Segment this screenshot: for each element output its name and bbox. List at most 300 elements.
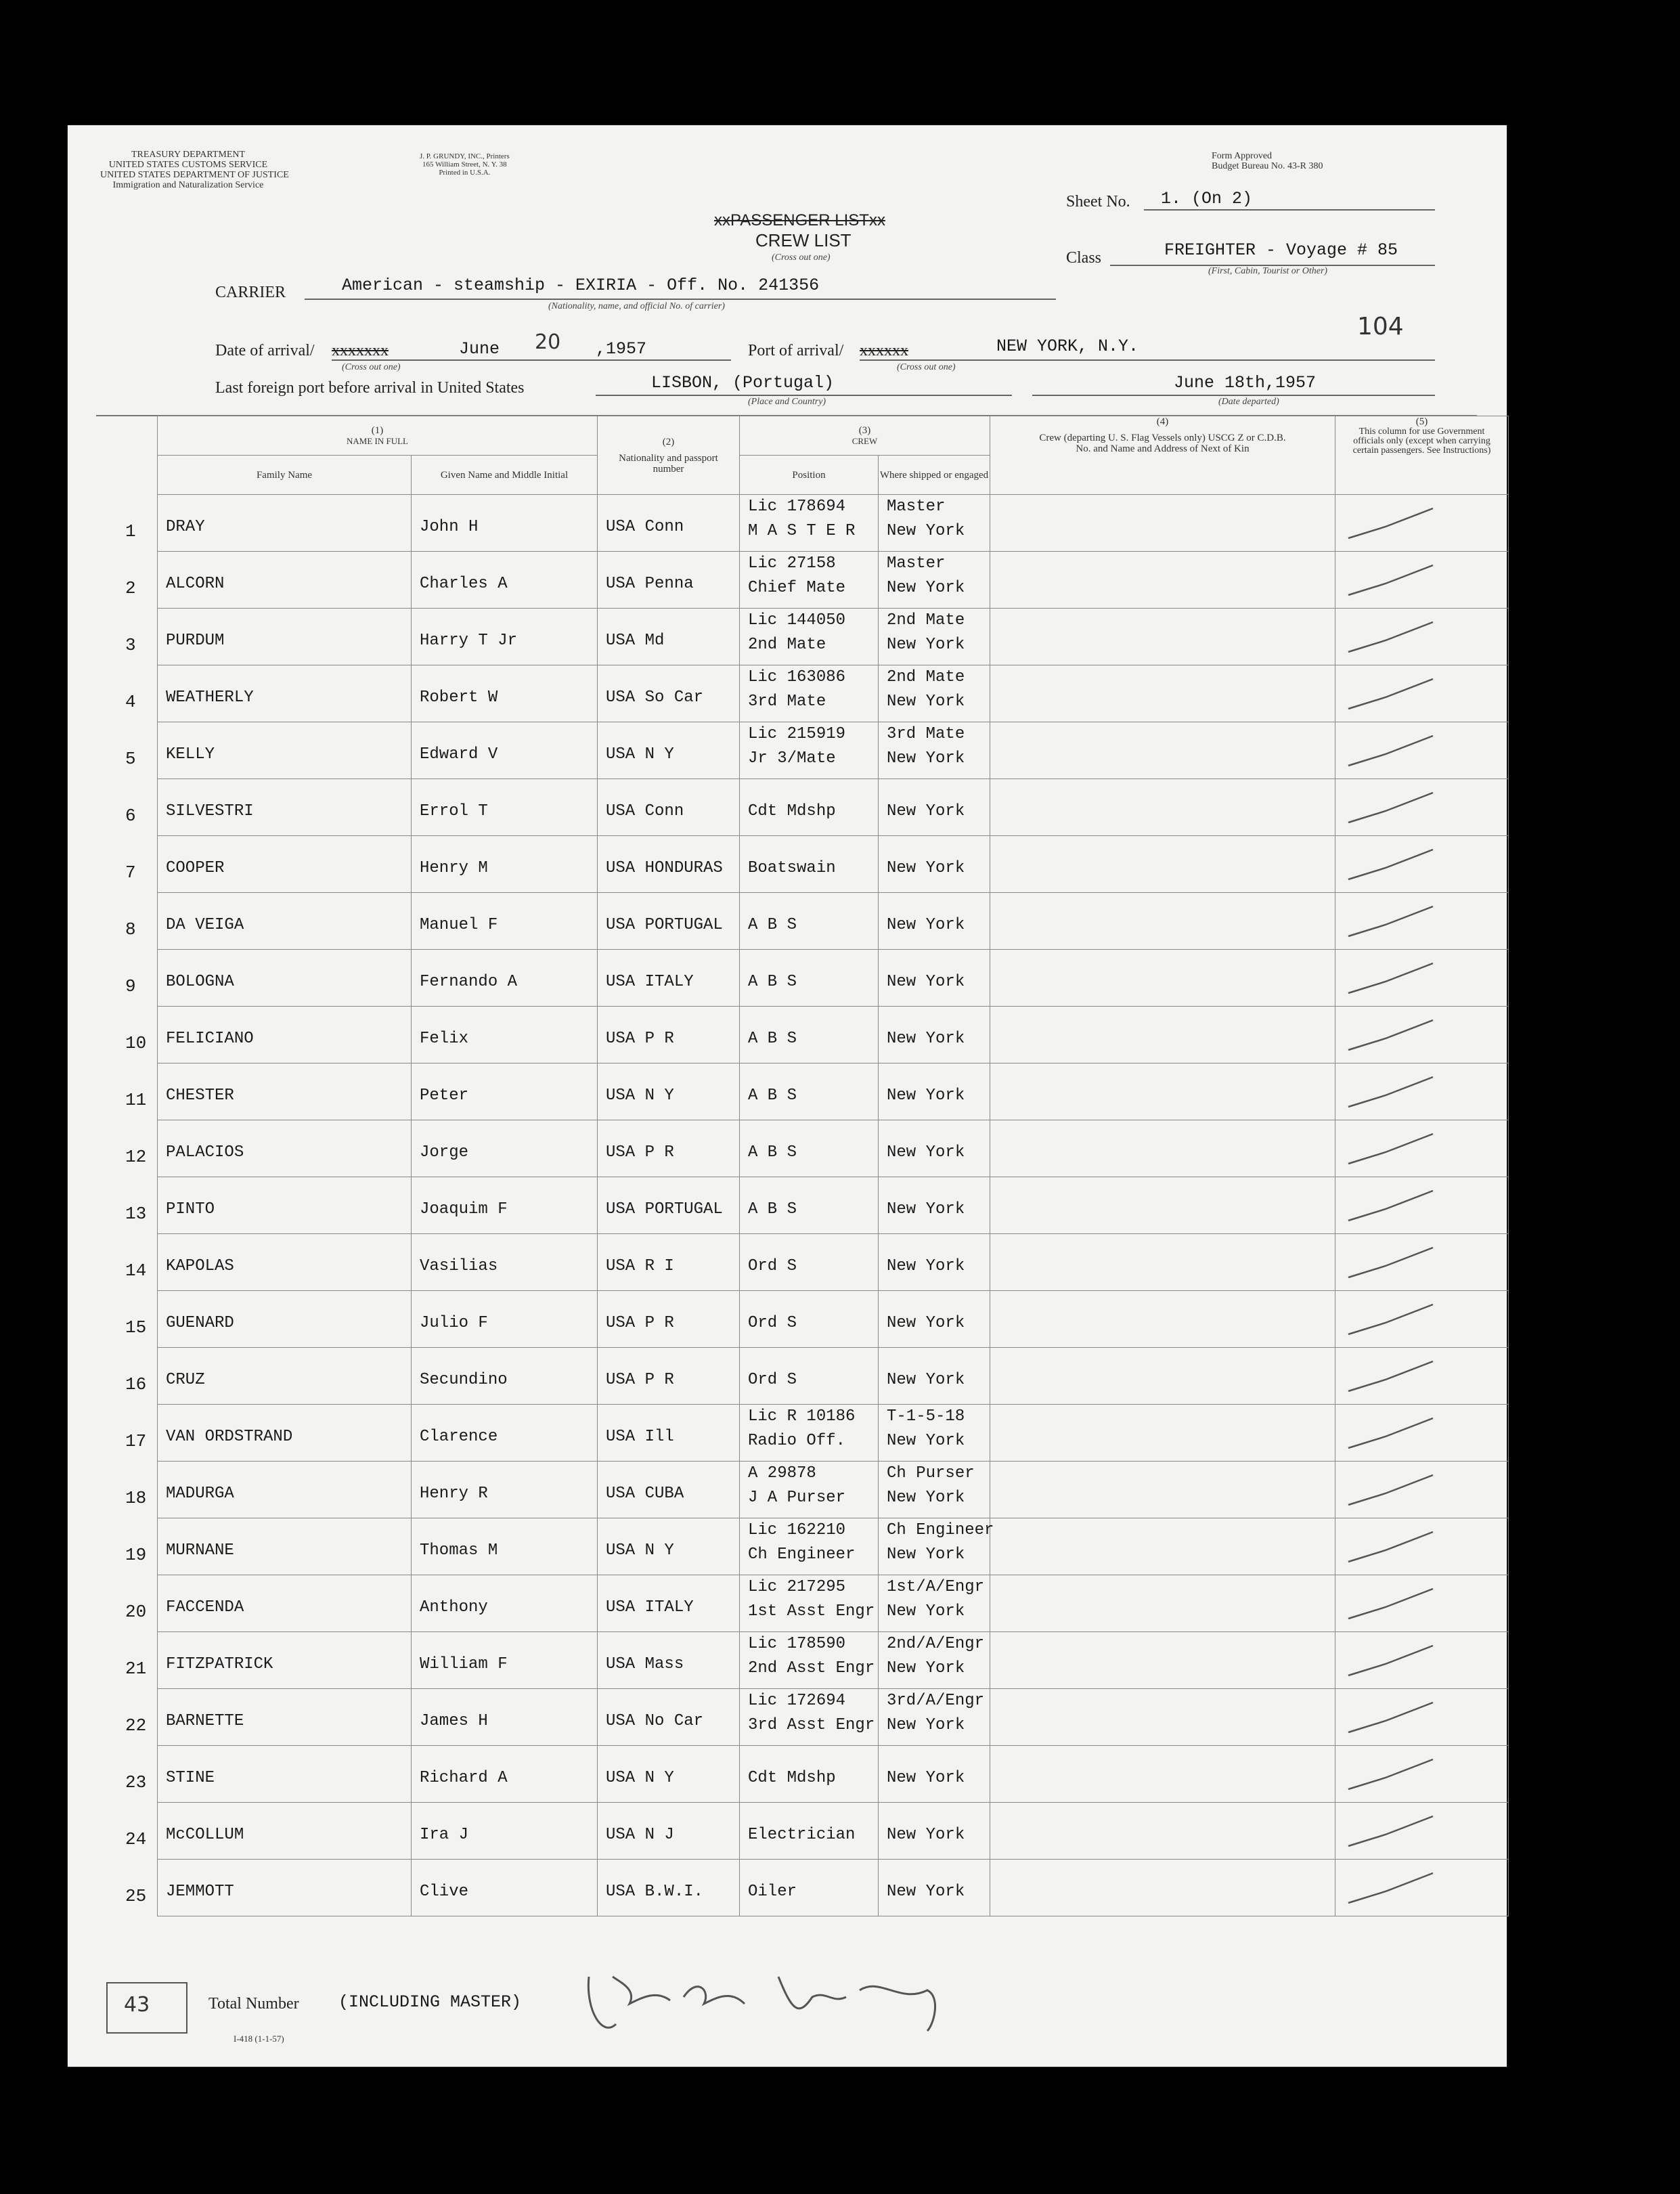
total-label: Total Number bbox=[208, 1995, 299, 2013]
position: Ord S bbox=[748, 1314, 797, 1332]
date-value-year: ,1957 bbox=[596, 339, 647, 359]
row-number: 23 bbox=[125, 1772, 147, 1793]
nationality-cell bbox=[598, 1177, 740, 1234]
position-line2: 2nd Mate bbox=[748, 636, 826, 654]
position-line2: J A Purser bbox=[748, 1489, 846, 1507]
next-of-kin-cell bbox=[990, 1234, 1335, 1291]
family-name-cell bbox=[125, 1689, 412, 1746]
title-note: (Cross out one) bbox=[772, 253, 831, 263]
agency-line: UNITED STATES DEPARTMENT OF JUSTICE bbox=[100, 170, 289, 180]
given-name: James H bbox=[420, 1712, 488, 1730]
page-number: 104 bbox=[1357, 313, 1404, 341]
printer-line: J. P. GRUNDY, INC., Printers bbox=[420, 152, 510, 160]
shipped: New York bbox=[887, 1769, 965, 1787]
table-row bbox=[158, 1518, 1509, 1575]
row-number: 7 bbox=[125, 862, 136, 883]
carrier-note: (Nationality, name, and official No. of carrier) bbox=[548, 301, 725, 311]
carrier-label: CARRIER bbox=[215, 284, 286, 301]
table-row bbox=[158, 722, 1509, 779]
next-of-kin-cell bbox=[990, 779, 1335, 836]
checkmark-icon bbox=[1345, 1470, 1440, 1510]
table-row bbox=[158, 1462, 1509, 1518]
row-number: 1 bbox=[125, 521, 136, 542]
family-name-cell bbox=[125, 1860, 412, 1916]
given-name: Anthony bbox=[420, 1598, 488, 1617]
sheet-value: 1. (On 2) bbox=[1161, 189, 1253, 209]
shipped-cell bbox=[879, 1462, 990, 1518]
shipped-cell bbox=[879, 950, 990, 1007]
position-cell bbox=[740, 1007, 879, 1063]
nationality: USA P R bbox=[606, 1143, 674, 1162]
signature bbox=[575, 1950, 968, 2051]
table-row bbox=[158, 1860, 1509, 1916]
nationality-cell bbox=[598, 1632, 740, 1689]
position-cell bbox=[740, 665, 879, 722]
position: A B S bbox=[748, 973, 797, 991]
table-row bbox=[158, 609, 1509, 665]
next-of-kin-cell bbox=[990, 1405, 1335, 1462]
official-use-cell bbox=[1335, 1860, 1509, 1916]
checkmark-icon bbox=[1345, 1527, 1440, 1567]
shipped-cell bbox=[879, 1120, 990, 1177]
checkmark-icon bbox=[1345, 1697, 1440, 1738]
checkmark-icon bbox=[1345, 1015, 1440, 1055]
position: A B S bbox=[748, 1030, 797, 1048]
checkmark-icon bbox=[1345, 1185, 1440, 1226]
checkmark-icon bbox=[1345, 844, 1440, 885]
shipped-line1: Ch Engineer bbox=[887, 1521, 994, 1539]
family-name-cell bbox=[125, 495, 412, 552]
given-name: Vasilias bbox=[420, 1257, 498, 1275]
position: Oiler bbox=[748, 1883, 797, 1901]
official-use-cell bbox=[1335, 1120, 1509, 1177]
row-number: 4 bbox=[125, 692, 136, 712]
position-cell bbox=[740, 1462, 879, 1518]
given-name-cell bbox=[412, 1063, 598, 1120]
shipped-cell bbox=[879, 1291, 990, 1348]
total-value: (INCLUDING MASTER) bbox=[338, 1992, 522, 2012]
position-cell bbox=[740, 1860, 879, 1916]
date-cross-note: (Cross out one) bbox=[342, 362, 401, 372]
row-number: 17 bbox=[125, 1431, 147, 1451]
nationality: USA Conn bbox=[606, 518, 684, 536]
shipped-cell bbox=[879, 1234, 990, 1291]
nationality-cell bbox=[598, 1803, 740, 1860]
nationality: USA Ill bbox=[606, 1428, 674, 1446]
date-label: Date of arrival/ bbox=[215, 342, 315, 359]
form-approved bbox=[1212, 151, 1323, 171]
family-name: BOLOGNA bbox=[166, 973, 234, 991]
next-of-kin-cell bbox=[990, 1803, 1335, 1860]
shipped-line1: 3rd Mate bbox=[887, 725, 965, 743]
last-port-value: LISBON, (Portugal) bbox=[651, 373, 835, 393]
shipped-line2: New York bbox=[887, 1716, 965, 1734]
shipped-cell bbox=[879, 1632, 990, 1689]
shipped-line1: 1st/A/Engr bbox=[887, 1578, 985, 1596]
checkmark-icon bbox=[1345, 958, 1440, 999]
position-cell bbox=[740, 893, 879, 950]
row-number: 20 bbox=[125, 1602, 147, 1622]
total-box bbox=[106, 1982, 187, 2034]
official-use-cell bbox=[1335, 1803, 1509, 1860]
nationality-cell bbox=[598, 1007, 740, 1063]
nationality: USA N J bbox=[606, 1826, 674, 1844]
next-of-kin-cell bbox=[990, 1462, 1335, 1518]
family-name: KAPOLAS bbox=[166, 1257, 234, 1275]
nationality-cell bbox=[598, 1462, 740, 1518]
given-name: Robert W bbox=[420, 688, 498, 707]
official-use-cell bbox=[1335, 1177, 1509, 1234]
family-name: FELICIANO bbox=[166, 1030, 254, 1048]
family-name-cell bbox=[125, 1803, 412, 1860]
shipped-line2: New York bbox=[887, 1659, 965, 1677]
position: A B S bbox=[748, 1087, 797, 1105]
family-name-cell bbox=[125, 722, 412, 779]
official-use-cell bbox=[1335, 1348, 1509, 1405]
given-name-cell bbox=[412, 1860, 598, 1916]
official-use-cell bbox=[1335, 779, 1509, 836]
position-cell bbox=[740, 1689, 879, 1746]
form-code: I-418 (1-1-57) bbox=[234, 2034, 284, 2044]
family-name: FACCENDA bbox=[166, 1598, 244, 1617]
family-name-cell bbox=[125, 1348, 412, 1405]
given-name: Felix bbox=[420, 1030, 469, 1048]
crew-table bbox=[125, 416, 1509, 1916]
family-name-cell bbox=[125, 950, 412, 1007]
sheet-label: Sheet No. bbox=[1066, 193, 1130, 211]
shipped: New York bbox=[887, 1030, 965, 1048]
shipped-cell bbox=[879, 1405, 990, 1462]
official-use-cell bbox=[1335, 722, 1509, 779]
col4-title: Crew (departing U. S. Flag Vessels only) USCG Z or C.D.B. No. and Name and Address of Next of Kin bbox=[1039, 433, 1286, 454]
shipped-line2: New York bbox=[887, 749, 965, 768]
family-name: CHESTER bbox=[166, 1087, 234, 1105]
checkmark-icon bbox=[1345, 901, 1440, 942]
official-use-cell bbox=[1335, 1689, 1509, 1746]
family-name-cell bbox=[125, 1575, 412, 1632]
nationality-cell bbox=[598, 1860, 740, 1916]
next-of-kin-cell bbox=[990, 665, 1335, 722]
shipped-line2: New York bbox=[887, 1489, 965, 1507]
shipped-line1: Master bbox=[887, 498, 946, 516]
family-name: STINE bbox=[166, 1769, 215, 1787]
table-row bbox=[158, 1575, 1509, 1632]
position: A B S bbox=[748, 1143, 797, 1162]
last-port-note: (Place and Country) bbox=[748, 397, 826, 407]
nationality-cell bbox=[598, 1746, 740, 1803]
row-number: 8 bbox=[125, 919, 136, 940]
given-name: Joaquim F bbox=[420, 1200, 508, 1219]
family-name-cell bbox=[125, 552, 412, 609]
official-use-cell bbox=[1335, 665, 1509, 722]
family-name-cell bbox=[125, 1063, 412, 1120]
shipped-cell bbox=[879, 1518, 994, 1575]
row-number: 21 bbox=[125, 1659, 147, 1679]
date-day-handwritten: 20 bbox=[535, 330, 561, 354]
nationality: USA P R bbox=[606, 1314, 674, 1332]
position: Cdt Mdshp bbox=[748, 802, 836, 820]
nationality-cell bbox=[598, 779, 740, 836]
position-line1: Lic 215919 bbox=[748, 725, 846, 743]
next-of-kin-cell bbox=[990, 1291, 1335, 1348]
family-name-cell bbox=[125, 1007, 412, 1063]
carrier-value: American - steamship - EXIRIA - Off. No. 241356 bbox=[342, 276, 820, 295]
given-name: Henry R bbox=[420, 1485, 488, 1503]
table-row bbox=[158, 1348, 1509, 1405]
shipped: New York bbox=[887, 1371, 965, 1389]
table-row bbox=[158, 665, 1509, 722]
position-line1: Lic 162210 bbox=[748, 1521, 846, 1539]
given-name-cell bbox=[412, 1348, 598, 1405]
next-of-kin-cell bbox=[990, 1746, 1335, 1803]
nationality-cell bbox=[598, 1348, 740, 1405]
position-cell bbox=[740, 1575, 879, 1632]
family-name-cell bbox=[125, 1746, 412, 1803]
given-name: Henry M bbox=[420, 859, 488, 877]
given-name-cell bbox=[412, 1575, 598, 1632]
checkmark-icon bbox=[1345, 787, 1440, 828]
given-name: John H bbox=[420, 518, 479, 536]
row-number: 15 bbox=[125, 1317, 147, 1338]
family-name-cell bbox=[125, 893, 412, 950]
class-note: (First, Cabin, Tourist or Other) bbox=[1208, 266, 1328, 276]
port-cross-note: (Cross out one) bbox=[897, 362, 956, 372]
family-name: COOPER bbox=[166, 859, 225, 877]
shipped-cell bbox=[879, 722, 990, 779]
family-name: DA VEIGA bbox=[166, 916, 244, 934]
position-cell bbox=[740, 1348, 879, 1405]
row-number: 12 bbox=[125, 1147, 147, 1167]
family-name-cell bbox=[125, 779, 412, 836]
official-use-cell bbox=[1335, 1518, 1509, 1575]
position: Boatswain bbox=[748, 859, 836, 877]
given-name-cell bbox=[412, 1632, 598, 1689]
shipped-cell bbox=[879, 1177, 990, 1234]
position-cell bbox=[740, 1063, 879, 1120]
next-of-kin-cell bbox=[990, 1860, 1335, 1916]
form-approved-line: Budget Bureau No. 43-R 380 bbox=[1212, 161, 1323, 171]
nationality: USA N Y bbox=[606, 1087, 674, 1105]
given-name: Fernando A bbox=[420, 973, 518, 991]
position-cell bbox=[740, 1120, 879, 1177]
given-name-cell bbox=[412, 1234, 598, 1291]
family-name-cell bbox=[125, 1291, 412, 1348]
port-value: NEW YORK, N.Y. bbox=[996, 336, 1139, 356]
agency-line: Immigration and Naturalization Service bbox=[112, 180, 264, 190]
col5-number: (5) bbox=[1415, 416, 1428, 427]
checkmark-icon bbox=[1345, 1299, 1440, 1340]
checkmark-icon bbox=[1345, 1356, 1440, 1397]
given-name: Ira J bbox=[420, 1826, 469, 1844]
port-label: Port of arrival/ bbox=[748, 342, 844, 359]
position-line2: 3rd Asst Engr bbox=[748, 1716, 875, 1734]
table-row bbox=[158, 1405, 1509, 1462]
family-name-cell bbox=[125, 609, 412, 665]
given-name-cell bbox=[412, 1007, 598, 1063]
family-name-cell bbox=[125, 1462, 412, 1518]
checkmark-icon bbox=[1345, 1754, 1440, 1795]
col3-header bbox=[740, 416, 990, 456]
official-use-cell bbox=[1335, 836, 1509, 893]
given-name-cell bbox=[412, 552, 598, 609]
next-of-kin-cell bbox=[990, 893, 1335, 950]
shipped: New York bbox=[887, 859, 965, 877]
next-of-kin-cell bbox=[990, 609, 1335, 665]
given-name-cell bbox=[412, 1120, 598, 1177]
checkmark-icon bbox=[1345, 674, 1440, 714]
col1-header bbox=[158, 416, 598, 456]
position-line2: M A S T E R bbox=[748, 522, 856, 540]
given-name: Secundino bbox=[420, 1371, 508, 1389]
position-line1: Lic 163086 bbox=[748, 668, 846, 686]
passenger-list-title-struck: xxPASSENGER LISTxx bbox=[714, 211, 885, 229]
nationality-cell bbox=[598, 609, 740, 665]
given-name: Manuel F bbox=[420, 916, 498, 934]
table-row bbox=[158, 779, 1509, 836]
nationality: USA Md bbox=[606, 632, 665, 650]
shipped-line1: 3rd/A/Engr bbox=[887, 1692, 985, 1710]
given-name-cell bbox=[412, 609, 598, 665]
position-cell bbox=[740, 1291, 879, 1348]
agency-block bbox=[100, 150, 289, 190]
table-row bbox=[158, 1177, 1509, 1234]
position-line1: Lic 178694 bbox=[748, 498, 846, 516]
port-struck: xxxxxx bbox=[860, 342, 908, 359]
table-row bbox=[158, 893, 1509, 950]
official-use-cell bbox=[1335, 1063, 1509, 1120]
col5-title: This column for use Government officials only (except when carrying certain passengers. See Instructions) bbox=[1352, 426, 1491, 456]
checkmark-icon bbox=[1345, 503, 1440, 544]
shipped-line2: New York bbox=[887, 1545, 965, 1564]
position-cell bbox=[740, 1746, 879, 1803]
given-name: Jorge bbox=[420, 1143, 469, 1162]
family-name: PALACIOS bbox=[166, 1143, 244, 1162]
shipped-cell bbox=[879, 1348, 990, 1405]
table-row bbox=[158, 1234, 1509, 1291]
given-name-cell bbox=[412, 665, 598, 722]
printer-line: 165 William Street, N. Y. 38 bbox=[422, 160, 507, 169]
given-name: Thomas M bbox=[420, 1541, 498, 1560]
position-cell bbox=[740, 609, 879, 665]
shipped-cell bbox=[879, 1575, 990, 1632]
shipped-line2: New York bbox=[887, 693, 965, 711]
shipped-line2: New York bbox=[887, 636, 965, 654]
table-row bbox=[158, 1007, 1509, 1063]
family-name: JEMMOTT bbox=[166, 1883, 234, 1901]
nationality-cell bbox=[598, 1405, 740, 1462]
nationality-cell bbox=[598, 1120, 740, 1177]
col2-title: Nationality and passport number bbox=[619, 452, 718, 475]
given-name-cell bbox=[412, 1177, 598, 1234]
nationality: USA ITALY bbox=[606, 1598, 694, 1617]
position: A B S bbox=[748, 916, 797, 934]
nationality-cell bbox=[598, 950, 740, 1007]
printer-block bbox=[420, 152, 510, 177]
row-number: 3 bbox=[125, 635, 136, 655]
date-struck: xxxxxxx bbox=[332, 342, 389, 359]
next-of-kin-cell bbox=[990, 1632, 1335, 1689]
family-name: MURNANE bbox=[166, 1541, 234, 1560]
family-name: KELLY bbox=[166, 745, 215, 764]
row-number: 25 bbox=[125, 1886, 147, 1906]
nationality: USA N Y bbox=[606, 745, 674, 764]
checkmark-icon bbox=[1345, 1128, 1440, 1169]
given-name-cell bbox=[412, 950, 598, 1007]
official-use-cell bbox=[1335, 609, 1509, 665]
family-name-cell bbox=[125, 1120, 412, 1177]
official-use-cell bbox=[1335, 1291, 1509, 1348]
shipped: New York bbox=[887, 1257, 965, 1275]
last-port-label: Last foreign port before arrival in United States bbox=[215, 379, 525, 397]
nationality-cell bbox=[598, 665, 740, 722]
position: Electrician bbox=[748, 1826, 856, 1844]
given-name-cell bbox=[412, 495, 598, 552]
nationality: USA Penna bbox=[606, 575, 694, 593]
next-of-kin-cell bbox=[990, 1177, 1335, 1234]
shipped-cell bbox=[879, 609, 990, 665]
nationality: USA HONDURAS bbox=[606, 859, 723, 877]
nationality: USA B.W.I. bbox=[606, 1883, 704, 1901]
row-number: 18 bbox=[125, 1488, 147, 1508]
position-line2: 2nd Asst Engr bbox=[748, 1659, 875, 1677]
checkmark-icon bbox=[1345, 1583, 1440, 1624]
shipped-line1: T-1-5-18 bbox=[887, 1407, 965, 1426]
nationality-cell bbox=[598, 1575, 740, 1632]
position-line1: Lic 178590 bbox=[748, 1635, 846, 1653]
given-name-cell bbox=[412, 779, 598, 836]
checkmark-icon bbox=[1345, 1811, 1440, 1851]
shipped-line1: Master bbox=[887, 554, 946, 573]
family-name-cell bbox=[125, 665, 412, 722]
given-name-cell bbox=[412, 1462, 598, 1518]
nationality-cell bbox=[598, 495, 740, 552]
given-name: Richard A bbox=[420, 1769, 508, 1787]
checkmark-icon bbox=[1345, 1640, 1440, 1681]
given-name-cell bbox=[412, 1803, 598, 1860]
nationality: USA ITALY bbox=[606, 973, 694, 991]
shipped-line2: New York bbox=[887, 522, 965, 540]
row-number: 22 bbox=[125, 1715, 147, 1736]
table-row bbox=[158, 1746, 1509, 1803]
checkmark-icon bbox=[1345, 1868, 1440, 1908]
row-number: 6 bbox=[125, 806, 136, 826]
class-label: Class bbox=[1066, 249, 1102, 267]
shipped: New York bbox=[887, 1826, 965, 1844]
table-row bbox=[158, 495, 1509, 552]
family-name: DRAY bbox=[166, 518, 205, 536]
position-header: Position bbox=[740, 456, 879, 495]
official-use-cell bbox=[1335, 1234, 1509, 1291]
position-line1: Lic 172694 bbox=[748, 1692, 846, 1710]
col2-number: (2) bbox=[662, 436, 675, 447]
position-cell bbox=[740, 836, 879, 893]
shipped: New York bbox=[887, 1200, 965, 1219]
row-number: 9 bbox=[125, 976, 136, 996]
departed-note: (Date departed) bbox=[1218, 397, 1279, 407]
given-name: Charles A bbox=[420, 575, 508, 593]
table-row bbox=[158, 1120, 1509, 1177]
nationality-cell bbox=[598, 1234, 740, 1291]
nationality: USA Mass bbox=[606, 1655, 684, 1673]
shipped: New York bbox=[887, 802, 965, 820]
nationality-cell bbox=[598, 722, 740, 779]
checkmark-icon bbox=[1345, 560, 1440, 600]
official-use-cell bbox=[1335, 950, 1509, 1007]
family-name: WEATHERLY bbox=[166, 688, 254, 707]
shipped-cell bbox=[879, 1803, 990, 1860]
next-of-kin-cell bbox=[990, 1518, 1335, 1575]
shipped-cell bbox=[879, 1860, 990, 1916]
